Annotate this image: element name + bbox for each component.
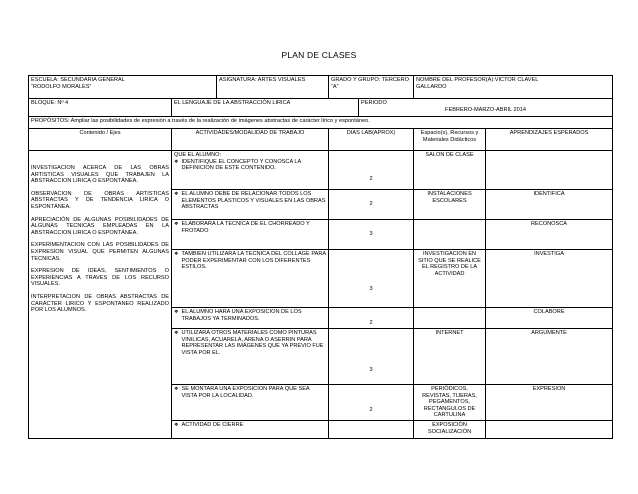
teacher-name: NOMBRE DEL PROFESOR(A):VICTOR CLAVEL — [416, 77, 539, 83]
activity-cell — [172, 308, 329, 329]
diamond-bullet-icon: ❖ — [174, 221, 179, 227]
diamond-bullet-icon: ❖ — [174, 330, 179, 336]
subject-cell: ASIGNATURA: ARTES VISUALES — [217, 76, 329, 99]
activity-text: SE MONTARA UNA EXPOSICION PARA QUE SEA VISTA POR LA LOCALIDAD. — [181, 386, 310, 399]
activity-text: IDENTIFIQUE EL CONCEPTO Y CONOSCA LA DEFINICION DE ESTE CONTENIDO. — [181, 158, 301, 172]
diamond-bullet-icon: ❖ — [174, 251, 179, 257]
activity-cell — [172, 329, 329, 385]
grade-group-cell: GRADO Y GRUPO: TERCERO “A” — [329, 76, 414, 99]
activity-text: TAMBIEN UTILIZARA LA TECNICA DEL COLLAGE PARA PODER EXPERIMENTAR CON LOS DIFERENTES ESTILOS. — [181, 251, 326, 271]
header-content: Contenido / Ejes — [29, 129, 172, 151]
diamond-bullet-icon: ❖ — [174, 386, 179, 392]
days-cell: 3 — [329, 220, 414, 250]
resources-cell — [414, 308, 486, 329]
learning-cell: EXPRESION — [486, 385, 613, 421]
learning-cell — [486, 420, 613, 438]
resources-cell: EXPOSICIÓN SOCIALIZACIÓN — [414, 420, 486, 438]
days-cell: 3 — [329, 250, 414, 308]
school-cell — [29, 76, 217, 99]
header-resources: Espacio(s), Recursos y Materiales Didácticos — [414, 129, 486, 151]
learning-cell — [486, 151, 613, 190]
days-cell — [329, 420, 414, 438]
period-value: FEBRERO-MARZO-ABRIL 2014 — [445, 106, 526, 113]
activity-text: ACTIVIDAD DE CIERRE — [181, 421, 244, 428]
activity-cell — [172, 220, 329, 250]
content-item: INVESTIGACION ACERCA DE LAS OBRAS ARTISTICAS VISUALES QUE TRABAJEN LA ABSTRACCION LIRICA O ESPONTÁNEA. — [31, 165, 169, 185]
teacher-cell — [414, 76, 613, 99]
activity-cell — [172, 250, 329, 308]
info-row-school — [29, 76, 613, 99]
info-row-block — [29, 99, 613, 117]
activity-cell — [172, 190, 329, 220]
activity-cell — [172, 385, 329, 421]
learning-cell: ARGUMENTE — [486, 329, 613, 385]
content-item: APRECIACIÓN DE ALGUNAS POSIBILIDADES DE ALGUNAS TECNICAS EMPLEADAS EN LA ABSTRACCION LIRICA O ESPONTÁNEA. — [31, 216, 169, 236]
content-item: EXPERIMENTACION CON LAS POSIBILIDADES DE EXPRESION VISUAL QUE PERMITEN ALGUNAS TECNICAS. — [31, 242, 169, 262]
school-subname: “RODOLFO MORALES” — [31, 83, 92, 90]
block-number-cell: BLOQUE: Nº 4 — [29, 99, 172, 117]
table-row — [29, 151, 613, 190]
lesson-plan-table — [28, 75, 613, 439]
school-name: ESCUELA: SECUNDARIA GENERAL — [31, 77, 125, 83]
activity-cell — [172, 420, 329, 438]
diamond-bullet-icon: ❖ — [174, 158, 179, 165]
content-item: OBSERVACION DE OBRAS ARTISTICAS ABSTRACTAS Y DE TENDENCIA LIRICA O ESPONTÁNEA. — [31, 190, 169, 210]
resources-cell — [414, 220, 486, 250]
learning-cell: RECONOSCA — [486, 220, 613, 250]
content-item: INTERPRETACION DE OBRAS ABSTRACTAS DE CARÁCTER LIRICO Y ESPONTANEO REALIZADO POR LOS ALUMNOS. — [31, 293, 169, 314]
days-cell: 3 — [329, 329, 414, 385]
header-learning: APRENDIZAJES ESPERADOS — [486, 129, 613, 151]
resources-cell: INVESTIGACION EN SITIO QUE SE REALICE EL REGISTRO DE LA ACTIVIDAD — [414, 250, 486, 308]
period-label: PERIODO — [361, 100, 387, 106]
content-cell — [29, 151, 172, 439]
purpose-row — [29, 117, 613, 129]
activity-text: EL ALUMNO HARA UNA EXPOSICION DE LOS TRABAJOS YA TERMINADOS. — [181, 309, 302, 322]
days-cell: 2 — [329, 308, 414, 329]
activity-text: ELABORARA LA TECNICA DE EL CHORREADO Y FROTADO — [181, 221, 310, 234]
learning-cell: IDENTIFICA — [486, 190, 613, 220]
teacher-surname: GALLARDO — [416, 83, 447, 90]
resources-cell: INSTALACIONES ESCOLARES — [414, 190, 486, 220]
learning-cell: COLABORE — [486, 308, 613, 329]
learning-cell: INVESTIGA — [486, 250, 613, 308]
activity-prefix: QUE EL ALUMNO: — [174, 152, 222, 158]
days-cell: 2 — [329, 190, 414, 220]
purpose-cell: PROPÓSITOS: Ampliar las posibilidades de expresión a través de la realización de imágenes abstractas de carácter lírico y espontáneo. — [29, 117, 613, 129]
header-activities: ACTIVIDADES/MODALIDAD DE TRABAJO — [172, 129, 329, 151]
activity-cell — [172, 151, 329, 190]
resources-cell: PERIÓDICOS, REVISTAS, TIJERAS, PEGAMENTOS, RECTANGULOS DE CARTULINA — [414, 385, 486, 421]
diamond-bullet-icon: ❖ — [174, 421, 179, 428]
days-cell: 2 — [329, 151, 414, 190]
diamond-bullet-icon: ❖ — [174, 309, 179, 315]
content-item: EXPRESION DE IDEAS, SENTIMIENTOS O EXPERIENCIAS A TRAVES DE LOS RECURSO VISUALES. — [31, 268, 169, 288]
header-row — [29, 129, 613, 151]
block-name-cell: EL LENGUAJE DE LA ABSTRACCIÓN LIRICA — [172, 99, 359, 117]
diamond-bullet-icon: ❖ — [174, 191, 179, 197]
page-title: PLAN DE CLASES — [281, 50, 357, 60]
header-days: DIAS LAB(APROX) — [329, 129, 414, 151]
activity-text: UTILIZARA OTROS MATERIALES COMO PINTURAS VINILICAS, ACUARELA, ARENA O ASERRIN PARA REPRESENTAR LAS IMÁGENES QUE YA PREVIO FUE VISTA POR EL. — [181, 330, 324, 356]
resources-cell: INTERNET — [414, 329, 486, 385]
activity-text: EL ALUMNO DEBE DE RELACIONAR TODOS LOS ELEMENTOS PLASTICOS Y VISUALES EN LAS OBRAS ABSTRACTAS — [181, 191, 326, 211]
days-cell: 2 — [329, 385, 414, 421]
period-cell — [359, 99, 613, 117]
resources-cell: SALON DE CLASE — [414, 151, 486, 190]
